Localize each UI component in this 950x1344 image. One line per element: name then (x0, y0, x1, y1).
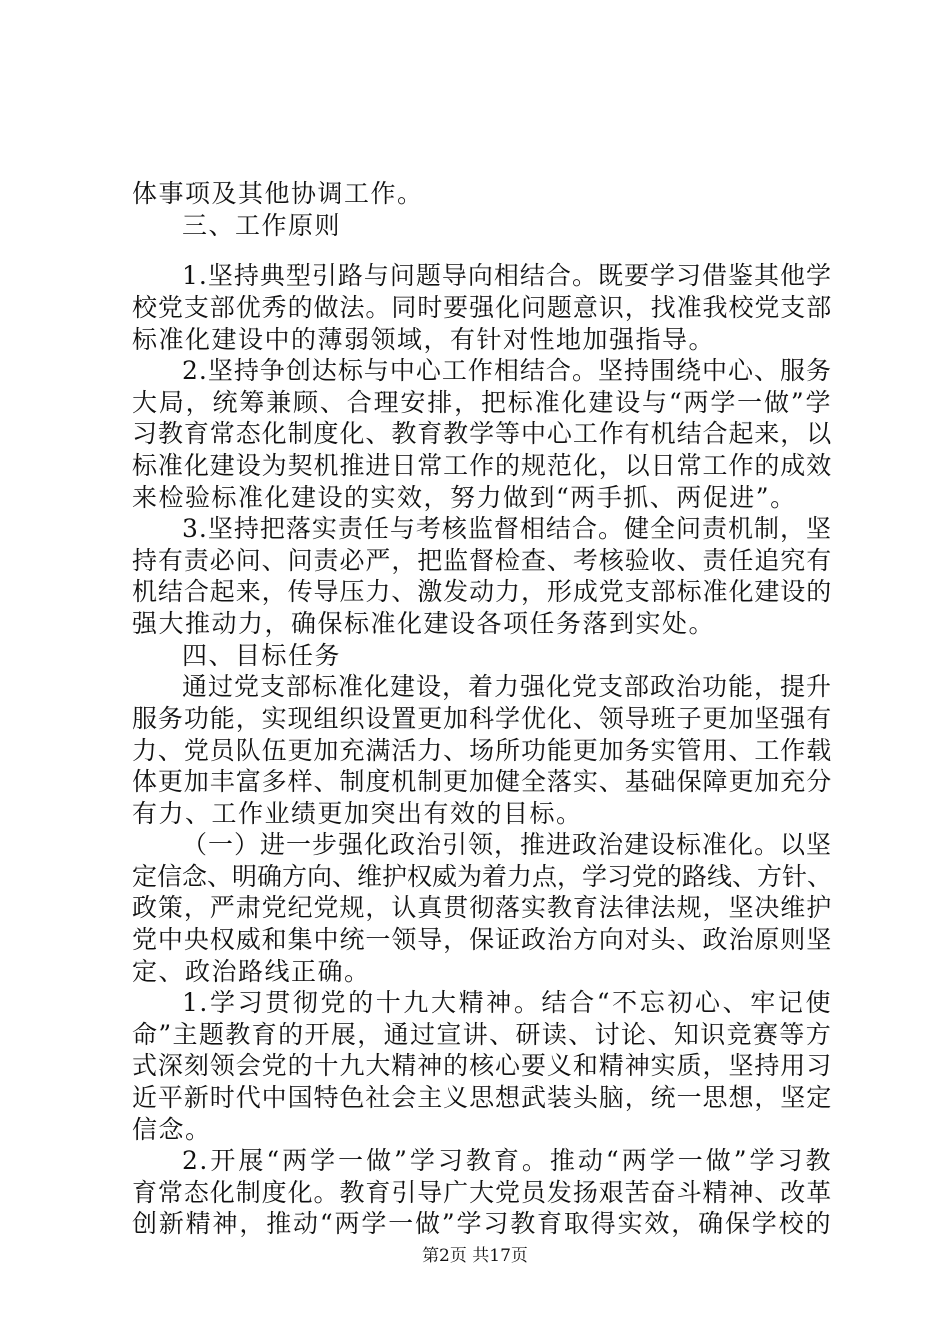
text-line: 通过党支部标准化建设，着力强化党支部政治功能，提升 (182, 672, 833, 701)
text-line: 定、政治路线正确。 (132, 957, 371, 986)
text-line: 机结合起来，传导压力、激发动力，形成党支部标准化建设的 (132, 577, 832, 606)
text-line: 命”主题教育的开展，通过宣讲、研读、讨论、知识竞赛等方 (132, 1020, 832, 1049)
page-number-footer: 第2页 共17页 (422, 1246, 528, 1266)
section-heading: 三、工作原则 (182, 211, 342, 240)
text-line: 服务功能，实现组织设置更加科学优化、领导班子更加坚强有 (132, 704, 832, 733)
text-line: 创新精神，推动“两学一做”学习教育取得实效，确保学校的 (132, 1209, 832, 1238)
text-line: 1.学习贯彻党的十九大精神。结合“不忘初心、牢记使 (182, 988, 832, 1017)
section-heading: 四、目标任务 (182, 641, 342, 670)
text-line: 2.坚持争创达标与中心工作相结合。坚持围绕中心、服务 (182, 356, 832, 385)
text-line: 来检验标准化建设的实效，努力做到“两手抓、两促进”。 (132, 483, 797, 512)
text-line: 持有责必问、问责必严，把监督检查、考核验收、责任追究有 (132, 546, 832, 575)
text-line: 育常态化制度化。教育引导广大党员发扬艰苦奋斗精神、改革 (132, 1178, 832, 1207)
text-line: （一）进一步强化政治引领，推进政治建设标准化。以坚 (182, 830, 833, 859)
text-line: 近平新时代中国特色社会主义思想武装头脑，统一思想，坚定 (132, 1083, 832, 1112)
text-line: 强大推动力，确保标准化建设各项任务落到实处。 (132, 609, 716, 638)
text-line: 力、党员队伍更加充满活力、场所功能更加务实管用、工作载 (132, 736, 832, 765)
text-line: 式深刻领会党的十九大精神的核心要义和精神实质，坚持用习 (132, 1051, 832, 1080)
text-line: 党中央权威和集中统一领导，保证政治方向对头、政治原则坚 (132, 925, 832, 954)
text-line: 定信念、明确方向、维护权威为着力点，学习党的路线、方针、 (132, 862, 833, 891)
text-line: 3.坚持把落实责任与考核监督相结合。健全问责机制，坚 (182, 514, 832, 543)
text-line: 1.坚持典型引路与问题导向相结合。既要学习借鉴其他学 (182, 261, 832, 290)
text-line: 大局，统筹兼顾、合理安排，把标准化建设与“两学一做”学 (132, 388, 832, 417)
text-line: 政策，严肃党纪党规，认真贯彻落实教育法律法规，坚决维护 (132, 893, 832, 922)
text-line: 2.开展“两学一做”学习教育。推动“两学一做”学习教 (182, 1146, 832, 1175)
text-line: 校党支部优秀的做法。同时要强化问题意识，找准我校党支部 (132, 293, 832, 322)
text-line: 有力、工作业绩更加突出有效的目标。 (132, 799, 583, 828)
text-line: 信念。 (132, 1115, 212, 1144)
text-line: 习教育常态化制度化、教育教学等中心工作有机结合起来，以 (132, 419, 832, 448)
text-line: 体事项及其他协调工作。 (132, 179, 424, 208)
text-line: 标准化建设中的薄弱领域，有针对性地加强指导。 (132, 325, 716, 354)
text-line: 标准化建设为契机推进日常工作的规范化，以日常工作的成效 (132, 451, 832, 480)
text-line: 体更加丰富多样、制度机制更加健全落实、基础保障更加充分 (132, 767, 832, 796)
